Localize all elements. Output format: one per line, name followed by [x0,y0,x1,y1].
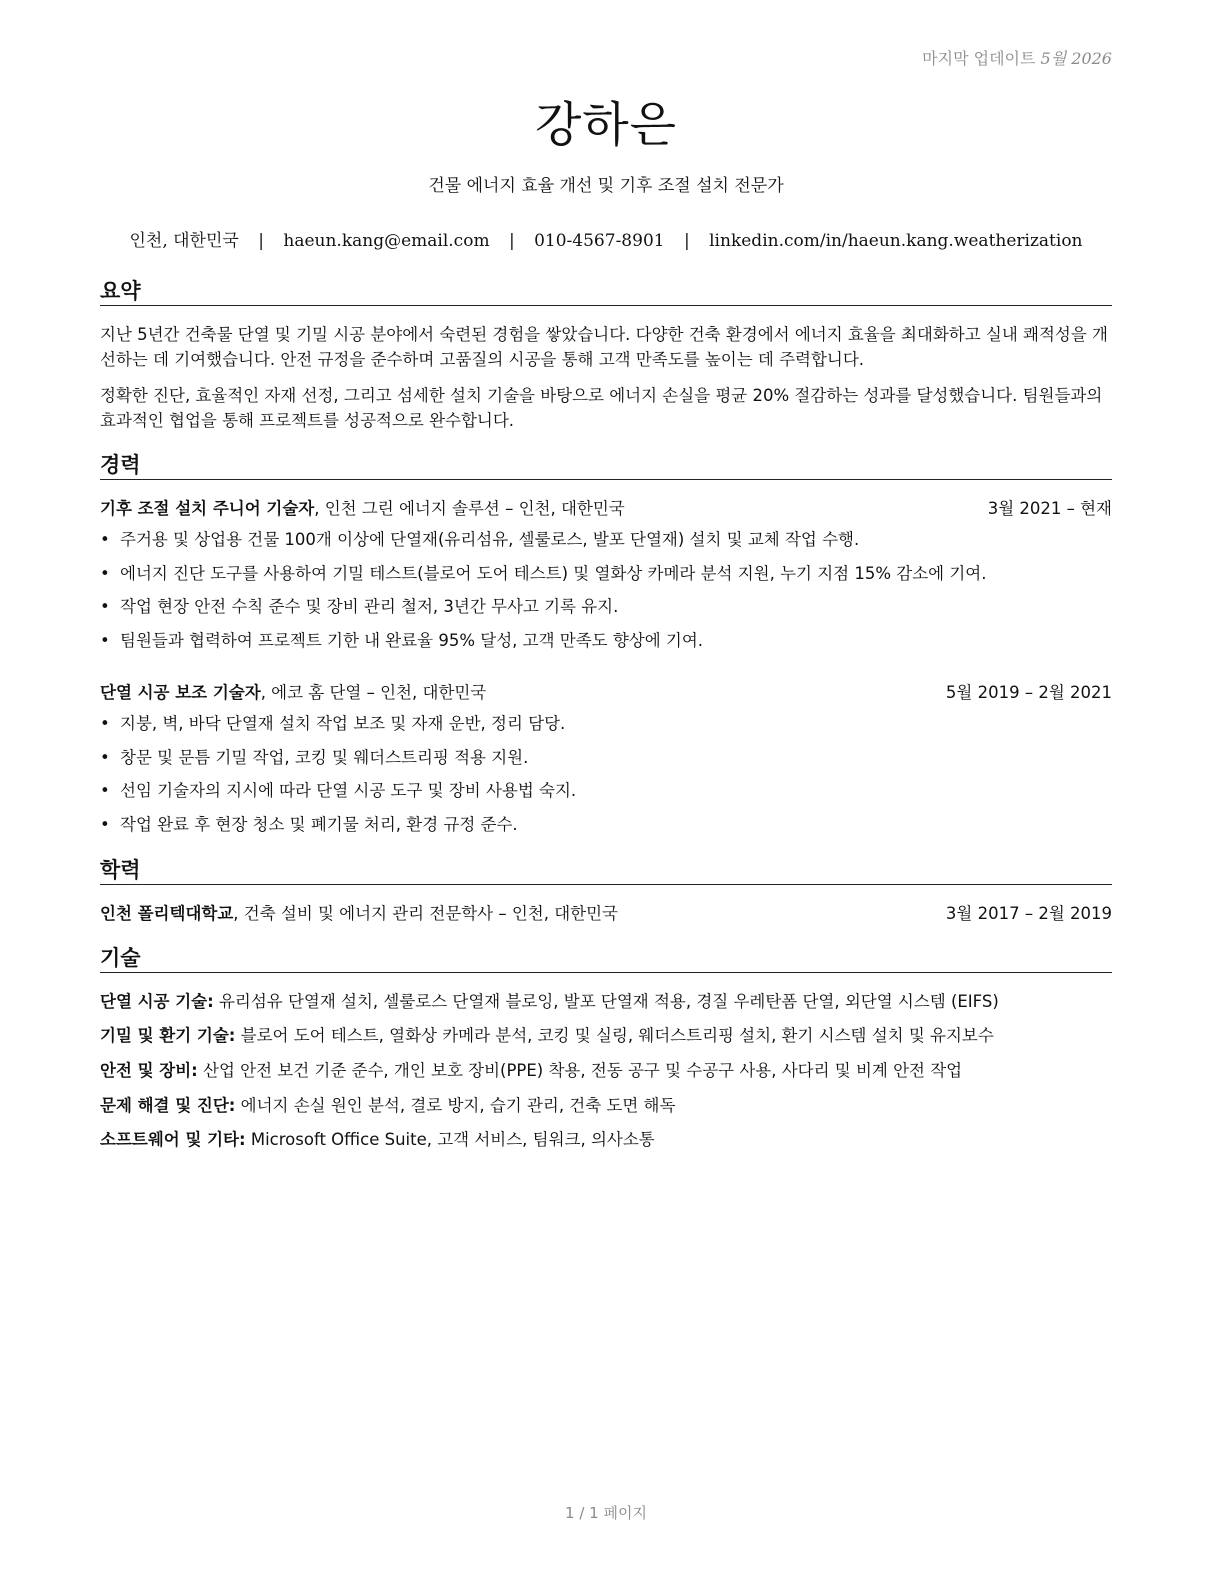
bullet-icon: • [100,815,110,834]
summary-paragraph: 정확한 진단, 효율적인 자재 선정, 그리고 섬세한 설치 기술을 바탕으로 에너지 손실을 평균 20% 절감하는 성과를 달성했습니다. 팀원들과의 효과적인 협업을 통해 프로젝트를 성공적으로 완수합니다. [100,386,1103,430]
section-title-experience: 경력 [100,452,1112,480]
education-entry [100,902,1112,926]
skill-value: 산업 안전 보건 기준 준수, 개인 보호 장비(PPE) 착용, 전동 공구 및 수공구 사용, 사다리 및 비계 안전 작업 [197,1061,963,1080]
section-title-summary: 요약 [100,278,1112,306]
bullet-icon: • [100,714,110,733]
skill-value: Microsoft Office Suite, 고객 서비스, 팀워크, 의사소통 [245,1130,655,1149]
list-item [100,562,1112,586]
job-org: , 인천 그린 에너지 솔루션 – 인천, 대한민국 [314,499,625,518]
bullet-icon: • [100,530,110,549]
list-item [100,528,1112,552]
list-item [100,712,1112,736]
candidate-headline: 건물 에너지 효율 개선 및 기후 조절 설치 전문가 [428,176,784,196]
bullet-text: 주거용 및 상업용 건물 100개 이상에 단열재(유리섬유, 셀룰로스, 발포 단열재) 설치 및 교체 작업 수행. [120,530,860,549]
skill-value: 블로어 도어 테스트, 열화상 카메라 분석, 코킹 및 실링, 웨더스트리핑 설치, 환기 시스템 설치 및 유지보수 [235,1026,994,1045]
skill-label: 단열 시공 기술: [100,992,214,1011]
contact-line [100,226,1112,251]
last-updated-label: 마지막 업데이트 [922,49,1036,68]
skill-label: 기밀 및 환기 기술: [100,1026,236,1045]
bullet-text: 작업 완료 후 현장 청소 및 폐기물 처리, 환경 규정 준수. [120,815,518,834]
job-header [100,497,1112,521]
summary-paragraph: 지난 5년간 건축물 단열 및 기밀 시공 분야에서 숙련된 경험을 쌓았습니다. 다양한 건축 환경에서 에너지 효율을 최대화하고 실내 쾌적성을 개선하는 데 기여했습니다. 안전 규정을 준수하며 고품질의 시공을 통해 고객 만족도를 높이는 데 주력합니다. [100,325,1108,369]
education-school: 인천 폴리텍대학교 [100,904,234,923]
page-number: 1 / 1 페이지 [565,1504,647,1522]
bullet-text: 팀원들과 협력하여 프로젝트 기한 내 완료율 95% 달성, 고객 만족도 향상에 기여. [120,631,704,650]
skill-label: 문제 해결 및 진단: [100,1096,236,1115]
list-item [100,813,1112,837]
list-item [100,629,1112,653]
job-role: 단열 시공 보조 기술자 [100,683,261,702]
candidate-name: 강하은 [534,97,678,153]
bullet-text: 작업 현장 안전 수칙 준수 및 장비 관리 철저, 3년간 무사고 기록 유지. [120,597,619,616]
skill-row [100,1094,1112,1118]
skill-row [100,1059,1112,1083]
contact-phone: 010-4567-8901 [534,231,665,251]
contact-location: 인천, 대한민국 [129,231,239,251]
bullet-text: 창문 및 문틈 기밀 작업, 코킹 및 웨더스트리핑 적용 지원. [120,748,529,767]
bullet-icon: • [100,564,110,583]
skill-label: 소프트웨어 및 기타: [100,1130,246,1149]
contact-linkedin[interactable]: linkedin.com/in/haeun.kang.weatherization [709,231,1083,251]
contact-email[interactable]: haeun.kang@email.com [283,231,490,251]
job-header [100,681,1112,705]
skill-value: 에너지 손실 원인 분석, 결로 방지, 습기 관리, 건축 도면 해독 [235,1096,676,1115]
bullet-icon: • [100,631,110,650]
list-item [100,595,1112,619]
contact-separator: | [508,231,515,251]
skill-row [100,990,1112,1014]
last-updated-date: 5월 2026 [1040,49,1112,68]
bullet-icon: • [100,781,110,800]
resume-page [100,0,1112,1584]
contact-separator: | [683,231,690,251]
section-title-education: 학력 [100,857,1112,885]
job-role: 기후 조절 설치 주니어 기술자 [100,499,315,518]
bullet-text: 선임 기술자의 지시에 따라 단열 시공 도구 및 장비 사용법 숙지. [120,781,577,800]
job-org: , 에코 홈 단열 – 인천, 대한민국 [260,683,487,702]
contact-separator: | [258,231,264,251]
last-updated [922,46,1112,69]
bullet-text: 지붕, 벽, 바닥 단열재 설치 작업 보조 및 자재 운반, 정리 담당. [120,714,566,733]
job-dates: 3월 2021 – 현재 [987,499,1112,518]
section-title-skills: 기술 [100,945,1112,973]
skill-row [100,1024,1112,1048]
education-dates: 3월 2017 – 2월 2019 [945,904,1112,923]
skill-value: 유리섬유 단열재 설치, 셀룰로스 단열재 블로잉, 발포 단열재 적용, 경질 우레탄폼 단열, 외단열 시스템 (EIFS) [213,992,999,1011]
skill-row [100,1128,1112,1152]
education-detail: , 건축 설비 및 에너지 관리 전문학사 – 인천, 대한민국 [233,904,618,923]
list-item [100,746,1112,770]
skill-label: 안전 및 장비: [100,1061,198,1080]
list-item [100,779,1112,803]
bullet-icon: • [100,748,110,767]
job-dates: 5월 2019 – 2월 2021 [945,683,1112,702]
bullet-text: 에너지 진단 도구를 사용하여 기밀 테스트(블로어 도어 테스트) 및 열화상 카메라 분석 지원, 누기 지점 15% 감소에 기여. [120,564,987,583]
bullet-icon: • [100,597,110,616]
